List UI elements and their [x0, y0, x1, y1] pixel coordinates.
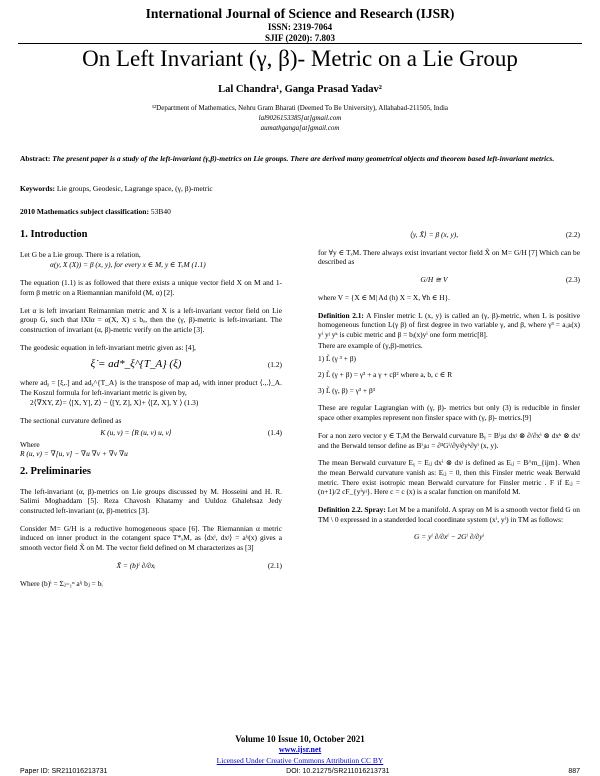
- email-1: lal9026153385[at]gmail.com: [258, 114, 342, 122]
- paragraph: The equation (1.1) is as followed that there exists a unique vector field X on M and 1- form β metric on a Riemannian manifold (M, α) [2].: [20, 278, 282, 297]
- issn: ISSN: 2319-7064: [267, 22, 333, 32]
- equation-number: (1.2): [267, 360, 282, 370]
- equation-1-3: 2⟨∇XY, Z⟩= ⟨[X, Y], Z⟩ − ⟨[Y, Z], X⟩+ ⟨[Z, X], Y ⟩ (1.3): [30, 398, 199, 408]
- equation-number: (1.4): [267, 427, 282, 437]
- paragraph: These are regular Lagrangian with (γ, β)- metrics but only (3) is reducible in finsler space other examples represent non finsler space with (γ, β)- metrics.[9]: [318, 403, 580, 423]
- definition-label: Definition 2.2. Spray:: [318, 505, 386, 515]
- paragraph: The sectional curvature defined as: [20, 416, 122, 426]
- paper-title: On Left Invariant (γ, β)- Metric on a Lie Group: [82, 46, 518, 71]
- keywords-label: Keywords:: [20, 184, 55, 193]
- equation-2-3: [318, 275, 580, 285]
- keywords: [20, 184, 213, 193]
- doi: DOI: 10.21275/SR211016213731: [286, 768, 390, 775]
- journal-name: International Journal of Science and Research (IJSR): [145, 6, 455, 21]
- example-2: 2) L̃ (γ + β) = γ³ + a γ + cβ² where a, b, c ∈ R: [318, 370, 453, 380]
- header-rule: [18, 43, 582, 44]
- paragraph: The geodesic equation in left-invariant metric given as: [4],: [20, 342, 196, 352]
- equation-body: G/H ≅ V: [420, 275, 448, 285]
- section-preliminaries-heading: 2. Preliminaries: [20, 465, 91, 477]
- email-2: aumathganga[at]gmail.com: [260, 124, 340, 132]
- equation-number: (2.2): [565, 230, 580, 239]
- paragraph: Let G be a Lie group. There is a relation,: [20, 249, 141, 259]
- paper-id: Paper ID: SR211016213731: [20, 768, 108, 775]
- example-1: 1) L̃ (γ ³ + β): [318, 354, 356, 364]
- paragraph: where adᵪ = [ξ,.] and adᵪ^{T_A} is the transpose of map adᵪ with inner product ⟨.,.⟩_A. The Koszul formula for left-invariant metric is given by,: [20, 378, 282, 397]
- definition-label: Definition 2.1:: [318, 310, 364, 320]
- section-introduction-heading: 1. Introduction: [20, 229, 88, 240]
- paragraph: Let α is left invariant Reimannian metric and X is a left-invariant vector field on Lie group G, such that ‖X‖α = α(X, X) ≤ bₒ, then the (γ, β)-metric is left-invariant. The construction of invariant (α, β)-metric verify on the article [3].: [20, 305, 282, 334]
- right-column: [318, 230, 580, 550]
- paragraph: Consider M= G/H is a reductive homogeneous space [6]. The Riemannian α metric induced on inner product in the cotangent space T*ₓM, as ⟨dxⁱ, dxʲ⟩ = aⁱʲ(x) gives a smooth vector field X̃ on M. The vector field defined on M characterizes as [3]: [20, 523, 282, 553]
- example-3: 3) L̃ (γ, β) = γ³ + β³: [318, 385, 375, 395]
- abstract-label: Abstract:: [20, 154, 51, 163]
- affiliation: ¹²Department of Mathematics, Nehru Gram Bharati (Deemed To Be University), Allahabad-211505, India: [151, 104, 449, 112]
- msc-text: 53B40: [150, 207, 171, 216]
- paragraph: for ∀y ∈ TₓM. There always exist invariant vector field X̃ on M= G/H [7] Which can be described as: [318, 247, 580, 267]
- sjif: SJIF (2020): 7.803: [265, 33, 335, 43]
- journal-url-link[interactable]: www.ijsr.net: [278, 745, 322, 754]
- equation-number: (2.1): [267, 560, 282, 570]
- definition-text: Let M be a manifold. A spray on M is a smooth vector field G on TM \ 0 expressed in a standerded local coordinate system (xⁱ, yⁱ) in TM as follows:: [318, 505, 581, 524]
- spray-equation: G = yⁱ ∂/∂xⁱ − 2Gⁱ ∂/∂yⁱ: [414, 532, 484, 542]
- footer-row: [20, 768, 580, 775]
- abstract-text: The present paper is a study of the left-invariant (γ,β)-metrics on Lie groups. There are derived many geometrical objects and theorem based left-invariant metrics.: [52, 154, 555, 163]
- equation-body: K (u, v) = ⟨R (u, v) u, v⟩: [100, 427, 172, 437]
- equation-1-1: α(y, X (X)) = β (x, y), for every x ∈ M, y ∈ TₓM (1.1): [50, 260, 206, 270]
- definition-2-2: [318, 505, 580, 524]
- left-column: [20, 226, 282, 596]
- msc-classification: [20, 207, 171, 216]
- paragraph: where V = {X ∈ M| Ad (h) X = X, ∀h ∈ H}.: [318, 292, 451, 302]
- equation-1-4: [20, 428, 282, 438]
- volume-issue: Volume 10 Issue 10, October 2021: [235, 734, 365, 744]
- msc-label: 2010 Mathematics subject classification:: [20, 207, 149, 216]
- definition-2-1: [318, 311, 580, 340]
- equation-1-2: [20, 360, 282, 370]
- paragraph: There are example of (γ,β)-metrics.: [318, 340, 423, 350]
- page-number: 887: [568, 768, 580, 775]
- paragraph: For a non zero vector y ∈ TₓM the Berwald curvature Bᵧ = Bⁱⱼₖₗ dxʲ ⊗ ∂/∂xⁱ ⊗ dxᵏ ⊗ dxˡ and the Berwald tensor define as Bⁱⱼₖₗ = ∂³Gⁱ/∂yʲ∂yᵏ∂yˡ (x, y).: [318, 430, 580, 450]
- paragraph: The mean Berwald curvature Eᵧ = Eᵢⱼ dxⁱ ⊗ dxʲ is defined as Eᵢⱼ = B^m_{ijm}. When the mean Berwald curvature vanish as: Eᵢⱼ = 0, then this Finsler metric weak Berwald metric. There exist isotropic mean Berwald curvature for Finsler metric . F if Eᵢⱼ = (n+1)/2 cF_{yⁱyʲ}. Here c = c (x) is a scalar function on manifold M.: [318, 458, 580, 497]
- license-link[interactable]: Licensed Under Creative Commons Attribution CC BY: [216, 756, 384, 765]
- paragraph: Where: [20, 439, 40, 449]
- curvature-formula: R (u, v) = ∇[u, v] − ∇u ∇v + ∇v ∇u: [20, 449, 128, 459]
- paragraph: The left-invariant (α, β)-metrics on Lie groups discussed by M. Hosseini and H. R. Salimi Moghaddam [5]. Reza Chavosh Khatamy and Uuldoz Ghalehsaz Jedy constructed left-invariant (α, β)-metrics [3].: [20, 486, 282, 516]
- equation-2-1: [20, 561, 282, 571]
- keywords-text: Lie groups, Geodesic, Lagrange space, (γ, β)-metric: [56, 184, 213, 193]
- equation-number: (2.3): [565, 275, 580, 285]
- paragraph: Where (b)ⁱ = Σⱼ₌₁ⁿ aⁱʲ bⱼ = bᵢ: [20, 578, 103, 588]
- equation-body: ξ̇ = ad*_ξ^{T_A} (ξ): [90, 358, 182, 371]
- definition-text: A Finsler metric L (x, y) is called an (γ, β)-metric, when L is positive homogeneous function L(γ β) of first degree in two variable γ, and β, where γ³ = aᵢⱼₖ(x) yⁱ yʲ yᵏ is cubic metric and β = bᵢ(x)yⁱ one form metric[8].: [318, 310, 580, 339]
- equation-2-2: [318, 230, 580, 240]
- equation-body: ⟨y, X̃⟩ = β (x, y),: [409, 230, 459, 239]
- abstract: [20, 154, 580, 164]
- authors: Lal Chandra¹, Ganga Prasad Yadav²: [218, 84, 382, 95]
- equation-body: X̃ = (b)ⁱ ∂/∂xᵢ: [116, 560, 156, 570]
